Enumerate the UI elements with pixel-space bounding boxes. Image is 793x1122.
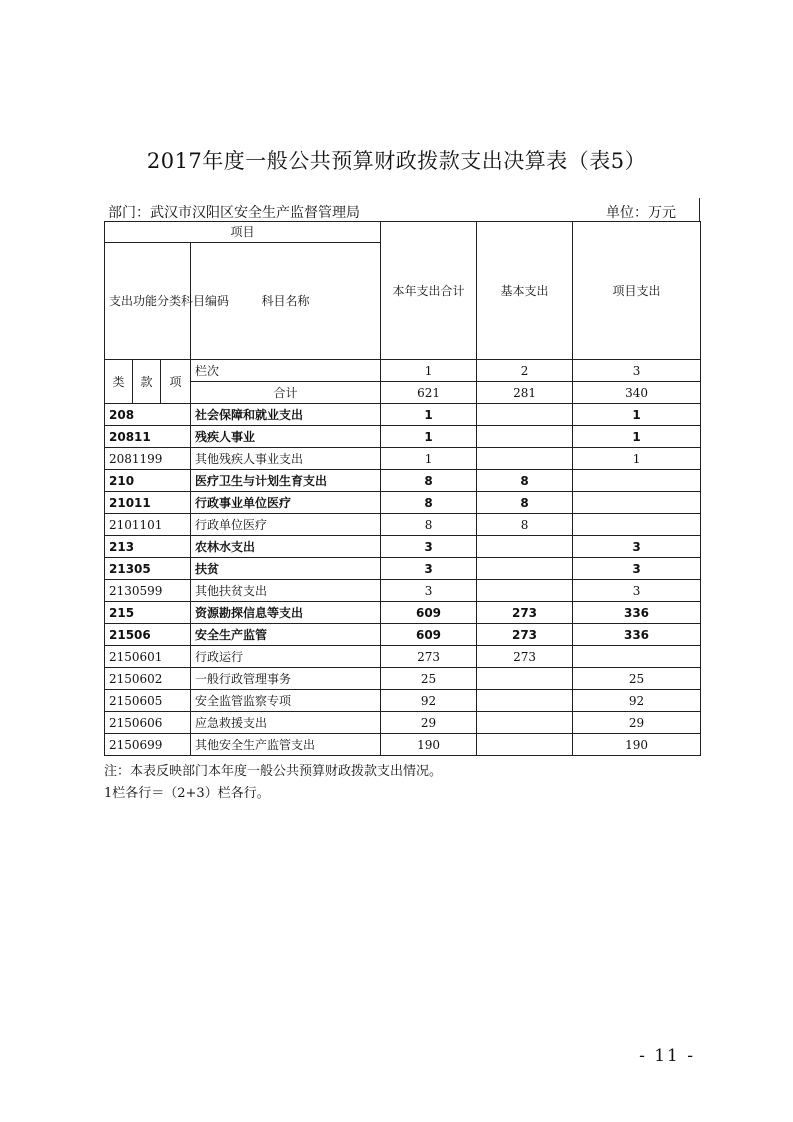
row-basic bbox=[477, 536, 573, 558]
row-basic: 8 bbox=[477, 514, 573, 536]
note-line: 注：本表反映部门本年度一般公共预算财政拨款支出情况。 bbox=[104, 764, 443, 779]
row-code: 2150602 bbox=[105, 668, 191, 690]
col1-index: 1 bbox=[381, 360, 477, 382]
row-basic bbox=[477, 734, 573, 756]
table-body bbox=[105, 222, 701, 756]
row-total: 29 bbox=[381, 712, 477, 734]
row-project: 1 bbox=[573, 448, 701, 470]
expenditure-table bbox=[104, 221, 701, 756]
row-project: 190 bbox=[573, 734, 701, 756]
row-project bbox=[573, 492, 701, 514]
row-basic: 273 bbox=[477, 624, 573, 646]
meta-divider bbox=[699, 198, 700, 222]
row-basic: 273 bbox=[477, 646, 573, 668]
sum-label: 合计 bbox=[191, 382, 381, 404]
row-basic: 8 bbox=[477, 470, 573, 492]
row-total: 8 bbox=[381, 492, 477, 514]
table-row bbox=[105, 580, 701, 602]
header-project: 项目 bbox=[105, 222, 381, 243]
header-func-code: 支出功能分类科目编码 bbox=[105, 243, 191, 360]
row-basic bbox=[477, 404, 573, 426]
row-code: 2150605 bbox=[105, 690, 191, 712]
row-code: 2130599 bbox=[105, 580, 191, 602]
table-row bbox=[105, 426, 701, 448]
row-code: 215 bbox=[105, 602, 191, 624]
table-row bbox=[105, 668, 701, 690]
header-xiang: 项 bbox=[161, 360, 191, 404]
row-total: 3 bbox=[381, 536, 477, 558]
table-row bbox=[105, 690, 701, 712]
sum-basic: 281 bbox=[477, 382, 573, 404]
page-number: - 11 - bbox=[639, 1046, 695, 1066]
row-name: 资源勘探信息等支出 bbox=[191, 602, 381, 624]
table-row bbox=[105, 624, 701, 646]
row-basic: 8 bbox=[477, 492, 573, 514]
row-project: 1 bbox=[573, 404, 701, 426]
header-total: 本年支出合计 bbox=[381, 222, 477, 360]
table-row bbox=[105, 602, 701, 624]
row-basic: 273 bbox=[477, 602, 573, 624]
row-total: 25 bbox=[381, 668, 477, 690]
sum-project: 340 bbox=[573, 382, 701, 404]
row-basic bbox=[477, 426, 573, 448]
table-row bbox=[105, 448, 701, 470]
row-code: 210 bbox=[105, 470, 191, 492]
row-code: 21011 bbox=[105, 492, 191, 514]
sum-total: 621 bbox=[381, 382, 477, 404]
row-name: 残疾人事业 bbox=[191, 426, 381, 448]
header-column-order: 栏次 bbox=[191, 360, 381, 382]
table-row bbox=[105, 514, 701, 536]
row-basic bbox=[477, 668, 573, 690]
note-line: 1栏各行＝（2+3）栏各行。 bbox=[104, 786, 270, 801]
header-kuan: 款 bbox=[133, 360, 161, 404]
sum-row bbox=[105, 382, 701, 404]
row-name: 一般行政管理事务 bbox=[191, 668, 381, 690]
row-name: 行政单位医疗 bbox=[191, 514, 381, 536]
table-row bbox=[105, 470, 701, 492]
table-row bbox=[105, 646, 701, 668]
row-project: 3 bbox=[573, 536, 701, 558]
department-label: 部门：武汉市汉阳区安全生产监督管理局 bbox=[108, 205, 360, 221]
row-name: 行政事业单位医疗 bbox=[191, 492, 381, 514]
row-project: 25 bbox=[573, 668, 701, 690]
unit-label: 单位：万元 bbox=[606, 205, 676, 221]
row-project bbox=[573, 514, 701, 536]
row-code: 21506 bbox=[105, 624, 191, 646]
row-project bbox=[573, 646, 701, 668]
table-row bbox=[105, 492, 701, 514]
col3-index: 3 bbox=[573, 360, 701, 382]
row-code: 21305 bbox=[105, 558, 191, 580]
header-lei: 类 bbox=[105, 360, 133, 404]
row-name: 其他扶贫支出 bbox=[191, 580, 381, 602]
row-basic bbox=[477, 448, 573, 470]
row-total: 3 bbox=[381, 580, 477, 602]
row-name: 扶贫 bbox=[191, 558, 381, 580]
row-project: 336 bbox=[573, 602, 701, 624]
table-row bbox=[105, 404, 701, 426]
row-code: 20811 bbox=[105, 426, 191, 448]
row-name: 社会保障和就业支出 bbox=[191, 404, 381, 426]
row-code: 2150601 bbox=[105, 646, 191, 668]
page-title: 2017年度一般公共预算财政拨款支出决算表（表5） bbox=[146, 149, 647, 173]
row-code: 208 bbox=[105, 404, 191, 426]
row-project: 1 bbox=[573, 426, 701, 448]
row-name: 医疗卫生与计划生育支出 bbox=[191, 470, 381, 492]
header-basic: 基本支出 bbox=[477, 222, 573, 360]
row-name: 行政运行 bbox=[191, 646, 381, 668]
row-total: 3 bbox=[381, 558, 477, 580]
row-code: 2081199 bbox=[105, 448, 191, 470]
row-name: 其他安全生产监管支出 bbox=[191, 734, 381, 756]
row-name: 其他残疾人事业支出 bbox=[191, 448, 381, 470]
row-code: 213 bbox=[105, 536, 191, 558]
row-total: 92 bbox=[381, 690, 477, 712]
row-total: 1 bbox=[381, 426, 477, 448]
row-project: 92 bbox=[573, 690, 701, 712]
row-total: 8 bbox=[381, 514, 477, 536]
row-code: 2150606 bbox=[105, 712, 191, 734]
row-total: 609 bbox=[381, 624, 477, 646]
row-total: 1 bbox=[381, 448, 477, 470]
table-row bbox=[105, 558, 701, 580]
row-name: 应急救援支出 bbox=[191, 712, 381, 734]
row-name: 安全监管监察专项 bbox=[191, 690, 381, 712]
table-row bbox=[105, 712, 701, 734]
row-total: 8 bbox=[381, 470, 477, 492]
row-project: 3 bbox=[573, 580, 701, 602]
table-meta bbox=[104, 198, 700, 222]
header-row-order bbox=[105, 360, 701, 382]
row-total: 1 bbox=[381, 404, 477, 426]
row-total: 190 bbox=[381, 734, 477, 756]
header-row-project bbox=[105, 222, 701, 243]
row-total: 273 bbox=[381, 646, 477, 668]
header-subject-name: 科目名称 bbox=[191, 243, 381, 360]
row-basic bbox=[477, 580, 573, 602]
row-project: 336 bbox=[573, 624, 701, 646]
row-name: 安全生产监管 bbox=[191, 624, 381, 646]
table-row bbox=[105, 536, 701, 558]
row-basic bbox=[477, 558, 573, 580]
row-name: 农林水支出 bbox=[191, 536, 381, 558]
col2-index: 2 bbox=[477, 360, 573, 382]
table-row bbox=[105, 734, 701, 756]
row-code: 2150699 bbox=[105, 734, 191, 756]
header-project-exp: 项目支出 bbox=[573, 222, 701, 360]
row-basic bbox=[477, 690, 573, 712]
row-total: 609 bbox=[381, 602, 477, 624]
row-basic bbox=[477, 712, 573, 734]
table-notes bbox=[104, 761, 442, 805]
row-project bbox=[573, 470, 701, 492]
row-project: 3 bbox=[573, 558, 701, 580]
row-code: 2101101 bbox=[105, 514, 191, 536]
row-project: 29 bbox=[573, 712, 701, 734]
